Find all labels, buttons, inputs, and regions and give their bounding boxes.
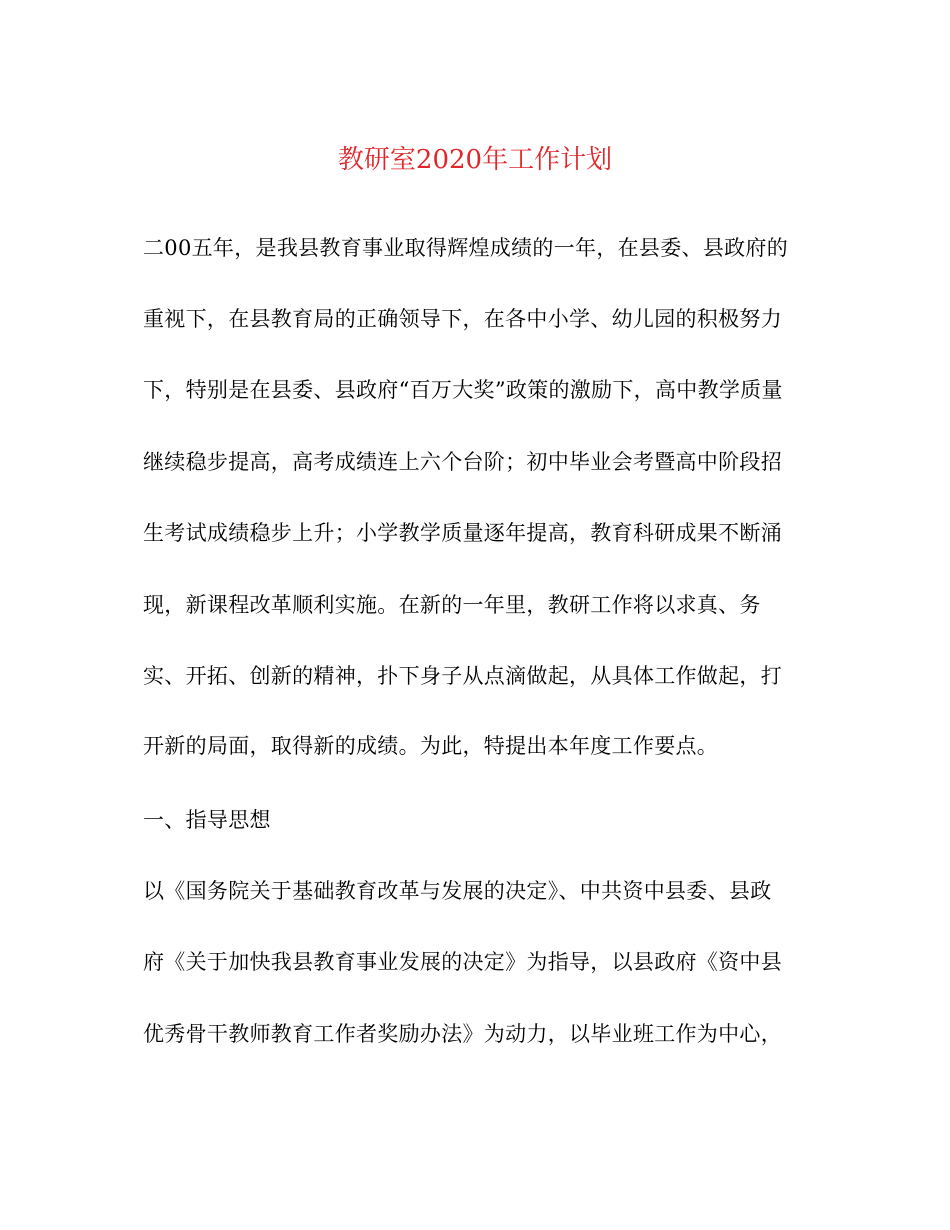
paragraph-line: 继续稳步提高，高考成绩连上六个台阶；初中毕业会考暨高中阶段招 bbox=[143, 450, 782, 474]
paragraph-line: 开新的局面，取得新的成绩。为此，特提出本年度工作要点。 bbox=[143, 734, 719, 758]
paragraph-line: 实、开拓、创新的精神，扑下身子从点滴做起，从具体工作做起，打 bbox=[143, 664, 782, 688]
section-heading: 一、指导思想 bbox=[143, 808, 271, 832]
paragraph-line: 优秀骨干教师教育工作者奖励办法》为动力，以毕业班工作为中心， bbox=[143, 1022, 782, 1046]
paragraph-line: 重视下，在县教育局的正确领导下，在各中小学、幼儿园的积极努力 bbox=[143, 307, 782, 331]
paragraph-line: 以《国务院关于基础教育改革与发展的决定》、中共资中县委、县政 bbox=[143, 879, 772, 903]
document-title: 教研室2020年工作计划 bbox=[337, 145, 613, 175]
paragraph-line: 二00五年，是我县教育事业取得辉煌成绩的一年，在县委、县政府的 bbox=[143, 236, 789, 260]
paragraph-line: 下，特别是在县委、县政府“百万大奖”政策的激励下，高中教学质量 bbox=[143, 378, 783, 402]
paragraph-line: 府《关于加快我县教育事业发展的决定》为指导，以县政府《资中县 bbox=[143, 950, 782, 974]
paragraph-line: 现，新课程改革顺利实施。在新的一年里，教研工作将以求真、务 bbox=[143, 593, 761, 617]
paragraph-line: 生考试成绩稳步上升；小学教学质量逐年提高，教育科研成果不断涌 bbox=[143, 521, 782, 545]
